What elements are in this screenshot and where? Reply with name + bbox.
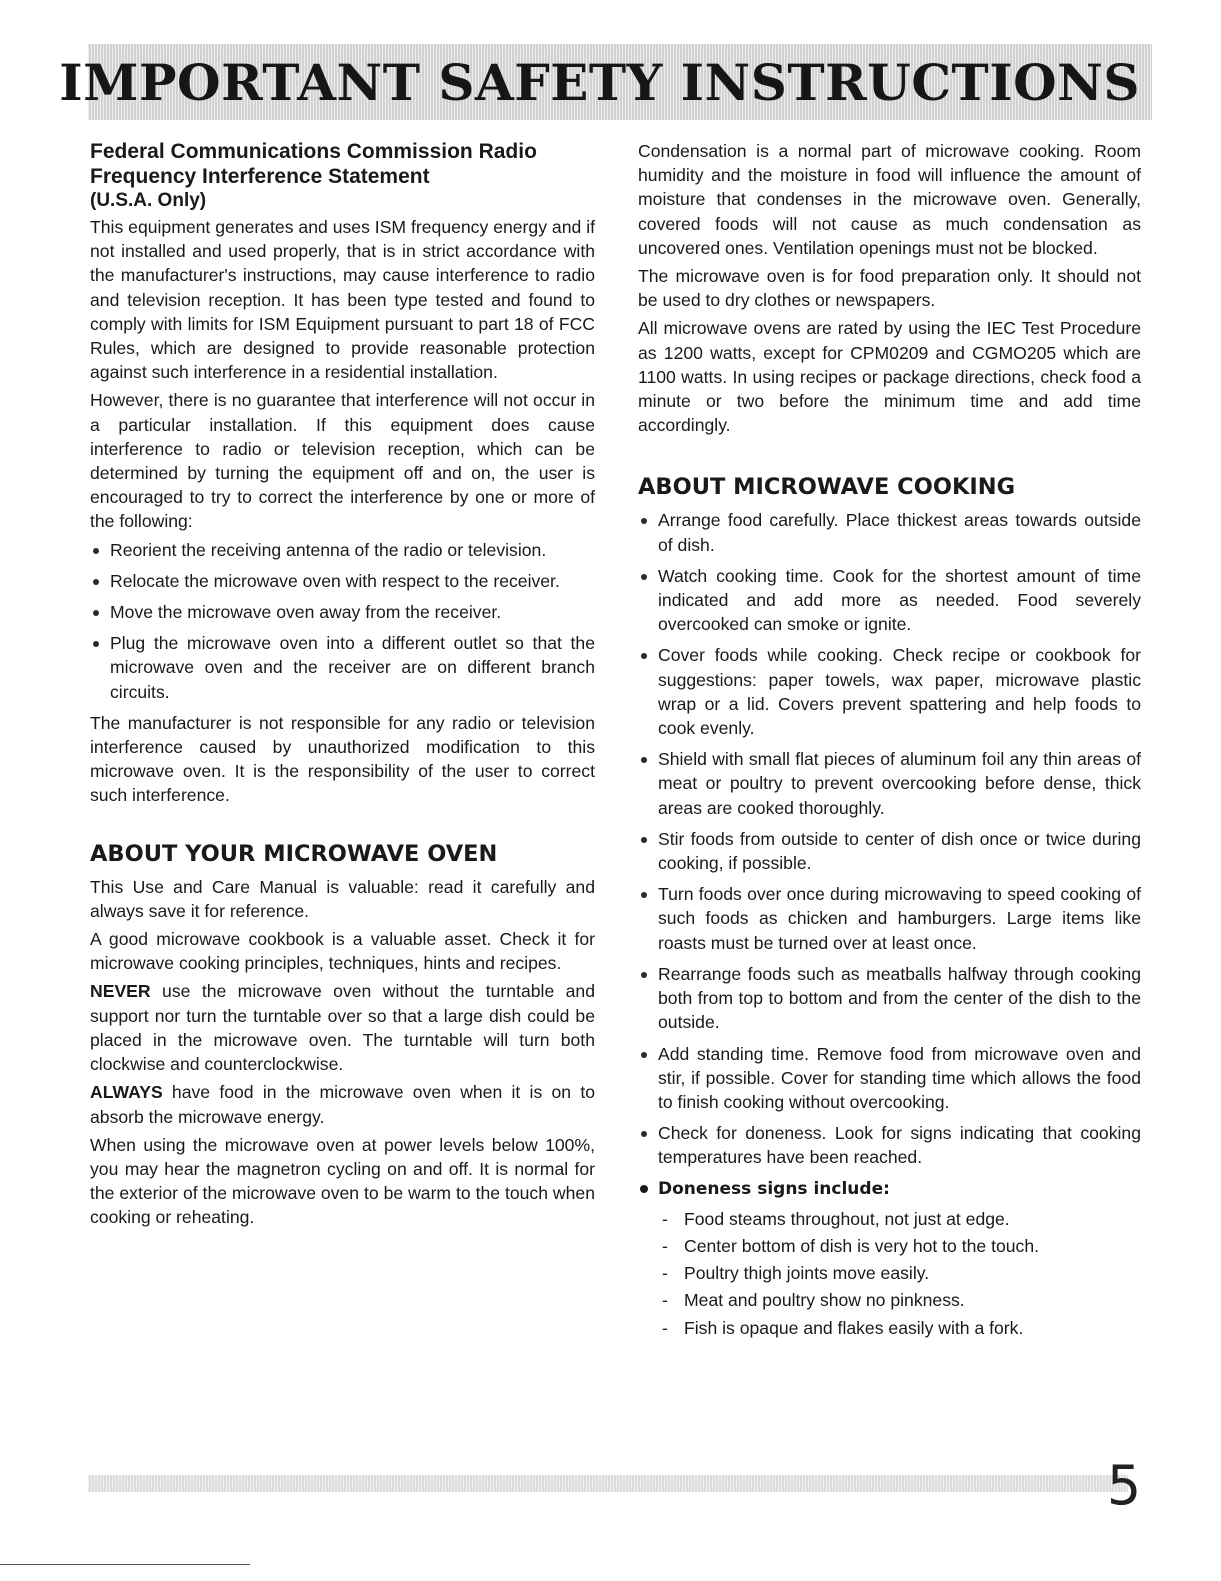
divider (0, 1564, 250, 1565)
fcc-bullet-list (90, 538, 595, 704)
list-item: Turn foods over once during microwaving to speed cooking of such foods as chicken and hamburgers. Large items like roasts must be turned over at least once. (638, 882, 1141, 955)
fcc-paragraph-1: This equipment generates and uses ISM frequency energy and if not installed and used properly, that is in strict accordance with the manufacturer's instructions, may cause interference to radio and television reception. It has been type tested and found to comply with limits for ISM Equipment pursuant to part 18 of FCC Rules, which are designed to provide reasonable protection against such interference in a residential installation. (90, 217, 595, 383)
right-column (638, 139, 1141, 1343)
doneness-list (638, 1207, 1141, 1340)
list-item: Add standing time. Remove food from microwave oven and stir, if possible. Cover for standing time which allows the food to finish cooking without overcooking. (638, 1042, 1141, 1115)
list-item: Cover foods while cooking. Check recipe or cookbook for suggestions: paper towels, wax paper, microwave plastic wrap or a lid. Covers prevent spattering and help foods to cook evenly. (638, 643, 1141, 740)
bullet-dot-icon (640, 1185, 648, 1193)
fcc-subheading: (U.S.A. Only) (90, 190, 207, 211)
doneness-heading (638, 1177, 1141, 1201)
left-column (90, 139, 595, 1234)
page-number: 5 (1106, 1454, 1142, 1517)
header-banner (59, 44, 1152, 120)
never-paragraph (90, 979, 595, 1076)
fcc-heading: Federal Communications Commission Radio Frequency Interference Statement (90, 140, 537, 188)
list-item: - Meat and poultry show no pinkness. (638, 1288, 1141, 1312)
about-oven-paragraph-1: This Use and Care Manual is valuable: read it carefully and always save it for reference. (90, 876, 595, 921)
never-label: NEVER (90, 981, 151, 1002)
list-item: Reorient the receiving antenna of the radio or television. (90, 538, 595, 562)
list-item: - Food steams throughout, not just at edge. (638, 1207, 1141, 1231)
list-item: Check for doneness. Look for signs indicating that cooking temperatures have been reached. (638, 1121, 1141, 1169)
list-item: Arrange food carefully. Place thickest areas towards outside of dish. (638, 508, 1141, 556)
condensation-paragraph: Condensation is a normal part of microwave cooking. Room humidity and the moisture in food will influence the amount of moisture that condenses in the microwave oven. Generally, covered foods will not cause as much condensation as uncovered ones. Ventilation openings must not be blocked. (638, 141, 1141, 258)
page-title: IMPORTANT SAFETY INSTRUCTIONS (59, 52, 1140, 112)
never-text: use the microwave oven without the turntable and support nor turn the turntable over so that a large dish could be placed in the microwave oven. The turntable will turn both clockwise and counterclockwise. (90, 981, 595, 1075)
about-cooking-heading: ABOUT MICROWAVE COOKING (638, 474, 1016, 501)
always-text: have food in the microwave oven when it is on to absorb the microwave energy. (90, 1082, 595, 1127)
list-item: Plug the microwave oven into a different outlet so that the microwave oven and the receiver are on different branch circuits. (90, 631, 595, 704)
always-paragraph (90, 1080, 595, 1128)
list-item: Relocate the microwave oven with respect to the receiver. (90, 569, 595, 593)
fcc-paragraph-2: However, there is no guarantee that interference will not occur in a particular installation. If this equipment does cause interference to radio or television reception, which can be determined by turning the equipment off and on, the user is encouraged to try to correct the interference by one or more of the following: (90, 390, 595, 532)
doneness-heading-text: Doneness signs include: (658, 1178, 890, 1199)
about-oven-paragraph-2: A good microwave cookbook is a valuable asset. Check it for microwave cooking principles, techniques, hints and recipes. (90, 929, 595, 974)
cooking-bullet-list (638, 508, 1141, 1169)
list-item: Stir foods from outside to center of dish once or twice during cooking, if possible. (638, 827, 1141, 875)
fcc-paragraph-3: The manufacturer is not responsible for any radio or television interference caused by unauthorized modification to this microwave oven. It is the responsibility of the user to correct such interference. (90, 712, 595, 806)
list-item: - Fish is opaque and flakes easily with a fork. (638, 1316, 1141, 1340)
always-label: ALWAYS (90, 1082, 163, 1103)
list-item: Rearrange foods such as meatballs halfway through cooking both from top to bottom and from the center of the dish to the outside. (638, 962, 1141, 1035)
about-oven-paragraph-5: When using the microwave oven at power levels below 100%, you may hear the magnetron cycling on and off. It is normal for the exterior of the microwave oven to be warm to the touch when cooking or reheating. (90, 1134, 595, 1228)
list-item: Watch cooking time. Cook for the shortest amount of time indicated and add more as needed. Food severely overcooked can smoke or ignite. (638, 564, 1141, 637)
rating-paragraph: All microwave ovens are rated by using the IEC Test Procedure as 1200 watts, except for CPM0209 and CGMO205 which are 1100 watts. In using recipes or package directions, check food a minute or two before the minimum time and add time accordingly. (638, 318, 1141, 436)
list-item: Move the microwave oven away from the receiver. (90, 600, 595, 624)
food-prep-paragraph: The microwave oven is for food preparation only. It should not be used to dry clothes or newspapers. (638, 266, 1141, 311)
footer-stripe (88, 1475, 1128, 1492)
list-item: - Center bottom of dish is very hot to the touch. (638, 1234, 1141, 1258)
list-item: - Poultry thigh joints move easily. (638, 1261, 1141, 1285)
list-item: Shield with small flat pieces of aluminum foil any thin areas of meat or poultry to prevent overcooking before dense, thick areas are cooked thoroughly. (638, 747, 1141, 820)
about-oven-heading: ABOUT YOUR MICROWAVE OVEN (90, 840, 498, 867)
